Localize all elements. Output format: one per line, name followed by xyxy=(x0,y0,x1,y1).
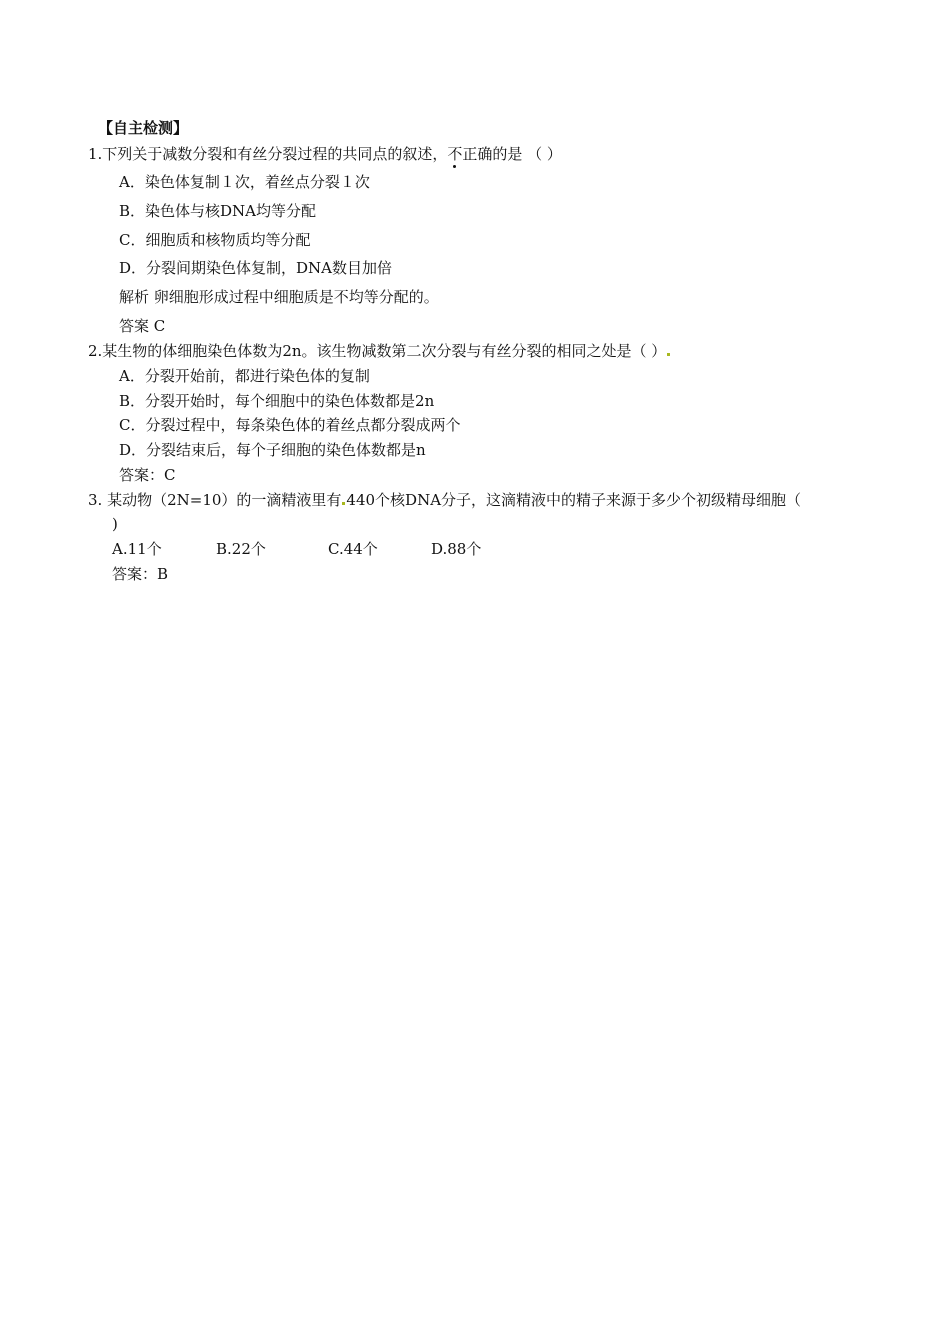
question-1-stem-before: 1.下列关于减数分裂和有丝分裂过程的共同点的叙述， xyxy=(88,145,448,163)
highlight-mark xyxy=(667,353,670,356)
question-1-analysis: 解析 卵细胞形成过程中细胞质是不均等分配的。 xyxy=(119,288,439,306)
question-3-option-c: C.44个 xyxy=(328,540,378,558)
question-3-stem-after: 440个核DNA分子，这滴精液中的精子来源于多少个初级精母细胞（ xyxy=(346,491,802,509)
question-1-answer: 答案 C xyxy=(119,317,166,335)
question-3-option-d: D.88个 xyxy=(431,540,482,558)
question-3-stem-continued: ) xyxy=(112,515,118,533)
question-1-stem xyxy=(88,144,562,164)
question-1-option-d: D．分裂间期染色体复制，DNA数目加倍 xyxy=(119,259,393,277)
question-3-stem-before: 3. 某动物（2N=10）的一滴精液里有 xyxy=(88,491,342,509)
question-3-answer: 答案：B xyxy=(112,565,169,583)
question-2-option-c: C．分裂过程中，每条染色体的着丝点都分裂成两个 xyxy=(119,416,461,434)
question-2-option-b: B．分裂开始时，每个细胞中的染色体数都是2n xyxy=(119,392,435,410)
question-1-option-a: A．染色体复制１次，着丝点分裂１次 xyxy=(119,173,370,191)
question-2-answer: 答案：C xyxy=(119,466,176,484)
question-1-option-c: C．细胞质和核物质均等分配 xyxy=(119,231,311,249)
question-2-stem xyxy=(88,341,671,361)
question-2-stem-text: 2.某生物的体细胞染色体数为2n。该生物减数第二次分裂与有丝分裂的相同之处是（ ） xyxy=(88,342,667,360)
section-title: 【自主检测】 xyxy=(98,119,189,137)
question-3-option-a: A.11个 xyxy=(112,540,162,558)
question-3-option-b: B.22个 xyxy=(216,540,266,558)
question-2-option-a: A．分裂开始前，都进行染色体的复制 xyxy=(119,367,370,385)
question-1-option-b: B．染色体与核DNA均等分配 xyxy=(119,202,317,220)
question-3-stem xyxy=(88,490,801,510)
highlight-mark xyxy=(342,502,345,505)
question-2-option-d: D．分裂结束后，每个子细胞的染色体数都是n xyxy=(119,441,426,459)
question-1-emphasis: 不 xyxy=(447,145,463,163)
question-1-stem-after: 正确的是 （ ） xyxy=(462,145,562,163)
